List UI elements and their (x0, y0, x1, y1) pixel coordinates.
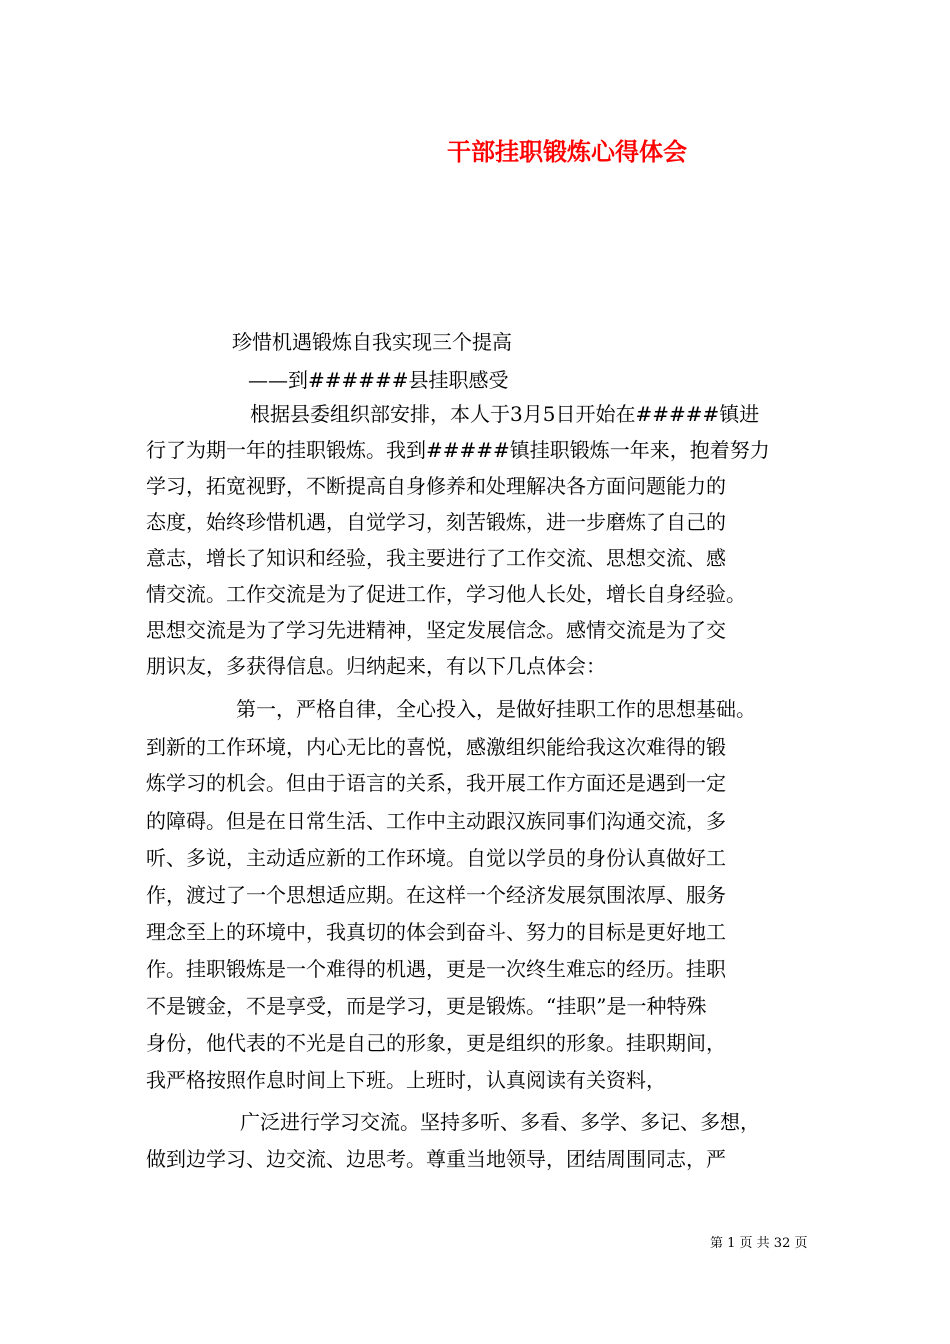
body-line: 作，渡过了一个思想适应期。在这样一个经济发展氛围浓厚、服务 (146, 883, 726, 907)
body-line: 情交流。工作交流是为了促进工作，学习他人长处，增长自身经验。 (146, 582, 746, 606)
article-subheading: ——到######县挂职感受 (248, 368, 509, 392)
body-line: 炼学习的机会。但由于语言的关系，我开展工作方面还是遇到一定 (146, 771, 726, 795)
body-line: 身份，他代表的不光是自己的形象，更是组织的形象。挂职期间， (146, 1031, 726, 1055)
body-line: 学习，拓宽视野，不断提高自身修养和处理解决各方面问题能力的 (146, 474, 726, 498)
body-line: 态度，始终珍惜机遇，自觉学习，刻苦锻炼，进一步磨炼了自己的 (146, 510, 726, 534)
body-line: 广泛进行学习交流。坚持多听、多看、多学、多记、多想， (240, 1110, 760, 1134)
body-line: 听、多说，主动适应新的工作环境。自觉以学员的身份认真做好工 (146, 846, 726, 870)
body-line: 到新的工作环境，内心无比的喜悦，感激组织能给我这次难得的锻 (146, 735, 726, 759)
body-line: 思想交流是为了学习先进精神，坚定发展信念。感情交流是为了交 (146, 618, 726, 642)
body-line: 理念至上的环境中，我真切的体会到奋斗、努力的目标是更好地工 (146, 920, 726, 944)
page-number-footer: 第 1 页 共 32 页 (710, 1236, 808, 1251)
body-line: 作。挂职锻炼是一个难得的机遇，更是一次终生难忘的经历。挂职 (146, 957, 726, 981)
body-line: 不是镀金，不是享受，而是学习，更是锻炼。“挂职”是一种特殊 (146, 994, 707, 1018)
body-line: 第一，严格自律，全心投入，是做好挂职工作的思想基础。 (236, 697, 756, 721)
document-title: 干部挂职锻炼心得体会 (447, 137, 687, 166)
body-line: 做到边学习、边交流、边思考。尊重当地领导，团结周围同志，严 (146, 1147, 726, 1171)
body-line: 根据县委组织部安排，本人于3月5日开始在#####镇进 (250, 402, 760, 426)
body-line: 行了为期一年的挂职锻炼。我到#####镇挂职锻炼一年来，抱着努力 (146, 438, 770, 462)
body-line: 意志，增长了知识和经验，我主要进行了工作交流、思想交流、感 (146, 546, 726, 570)
body-line: 的障碍。但是在日常生活、工作中主动跟汉族同事们沟通交流，多 (146, 809, 726, 833)
body-line: 我严格按照作息时间上下班。上班时，认真阅读有关资料， (146, 1068, 666, 1092)
article-subtitle: 珍惜机遇锻炼自我实现三个提高 (232, 330, 512, 354)
body-line: 朋识友，多获得信息。归纳起来，有以下几点体会： (146, 654, 606, 678)
